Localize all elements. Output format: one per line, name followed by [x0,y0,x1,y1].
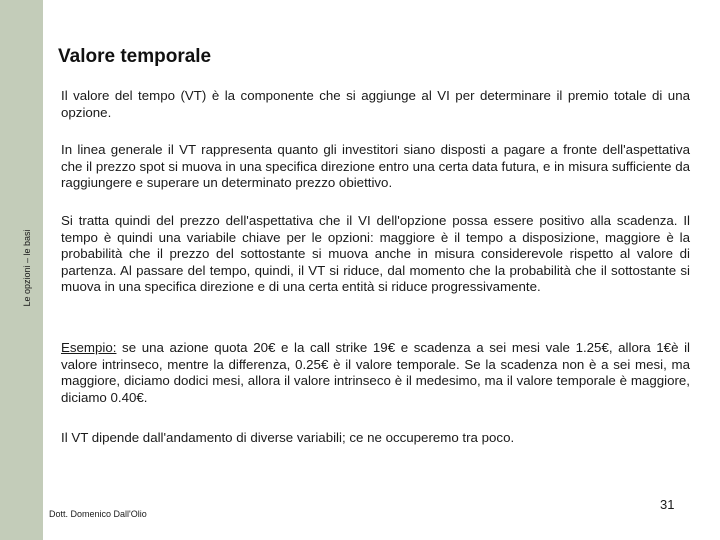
footer-author: Dott. Domenico Dall'Olio [49,509,147,519]
page-number: 31 [660,497,675,512]
sidebar-band [0,0,43,540]
example-text: se una azione quota 20€ e la call strike 19€ e scadenza a sei mesi vale 1.25€, allora 1€è il valore intrinseco, mentre la differenza, 0.25€ è il valore temporale. Se la scadenza non è a sei mesi, ma maggiore, diciamo dodici mesi, allora il valore intrinseco è il medesimo, ma il valore temporale è maggiore, diciamo 0.40€. [61,340,690,405]
slide-title: Valore temporale [58,46,212,67]
paragraph-time-key: Si tratta quindi del prezzo dell'aspettativa che il VI dell'opzione possa essere positivo alla scadenza. Il tempo è quindi una variabile chiave per le opzioni: maggiore è il tempo a disposizione, maggiore è la probabilità che il prezzo del sottostante si muova anche in misura considerevole rispetto al valore di partenza. Al passare del tempo, quindi, il VT si riduce, dal momento che la probabilità che il sottostante si muova in una specifica direzione e di una certa entità si riduce progressivamente. [61,213,690,294]
paragraph-general: In linea generale il VT rappresenta quanto gli investitori siano disposti a pagare a fronte dell'aspettativa che il prezzo spot si muova in una specifica direzione entro una certa data futura, e in misura sufficiente da raggiungere e superare un determinato prezzo obiettivo. [61,142,690,190]
paragraph-variables: Il VT dipende dall'andamento di diverse variabili; ce ne occuperemo tra poco. [61,430,515,445]
sidebar-section-label: Le opzioni – le basi [22,229,32,307]
paragraph-example [61,340,690,406]
example-label: Esempio: [61,340,117,355]
paragraph-definition: Il valore del tempo (VT) è la componente che si aggiunge al VI per determinare il premio totale di una opzione. [61,88,690,120]
